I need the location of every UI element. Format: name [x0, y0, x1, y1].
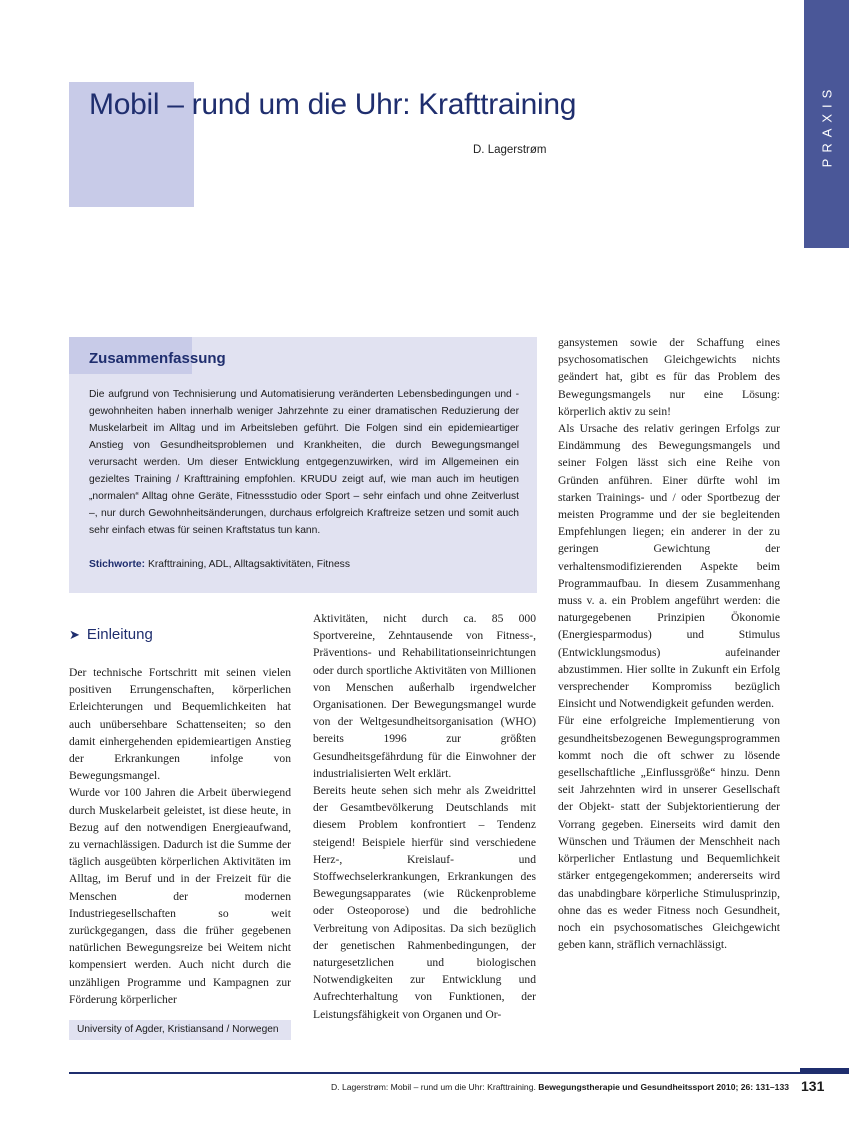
article-title: Mobil – rund um die Uhr: Krafttraining [89, 88, 577, 121]
keywords-list: Krafttraining, ADL, Alltagsaktivitäten, Fitness [147, 559, 350, 570]
paragraph: Als Ursache des relativ geringen Erfolgs zur Eindämmung des Bewegungsmangels und seiner Folgen lässt sich eine Reihe von Gründen anführen. Einer dürfte wohl im starken Trainings- und / oder Sportbezug der meisten Programme und der sie begleitenden Empfehlungen liegen; ein anderer in der zu geringen Gewichtung der verhaltensmodifizierenden Aspekte beim Programmaufbau. In diesem Zusammenhang muss v. a. ein Problem angeführt werden: die naturgegebenen Prinzipien Ökonomie (Energiesparmodus) und Stimulus (Entwicklungsmodus) aufeinander abzustimmen. Hier sollte in Zukunft ein Erfolg versprechender Kompromiss bezüglich Einsicht und Notwendigkeit gefunden werden. [558, 422, 780, 711]
paragraph: Der technische Fortschritt mit seinen vielen positiven Errungenschaften, körperlichen Erleichterungen und Bequemlichkeiten hat auch unübersehbare Schattenseiten; so den damit einhergehenden epidemieartigen Anstieg der Erkrankungen infolge von Bewegungsmangel. [69, 666, 291, 783]
footer-citation [331, 1082, 789, 1092]
arrow-icon: ➤ [69, 626, 80, 642]
paragraph: Für eine erfolgreiche Implementierung von gesundheitsbezogenen Bewegungsprogrammen kommt noch die oft schwer zu lösende gesellschaftliche „Einflussgröße“ hinzu. Denn seit Jahrzehnten wird in unserer Gesellschaft der Objekt- statt der Subjektorientierung der Vorrang gegeben. Einerseits wird damit den Wünschen und Träumen der Menschheit nach körperlicher Entlastung und Bequemlichkeit stärker entgegengekommen; andererseits wird das unabdingbare körperliche Stimulusprinzip, ohne das es weder Fitness noch Gesundheit, noch ein psychosomatisches Gleichgewicht geben kann, sträflich vernachlässigt. [558, 714, 780, 952]
intro-heading-label: Einleitung [86, 626, 153, 643]
affiliation: University of Agder, Kristiansand / Norwegen [69, 1020, 291, 1040]
footer-accent [800, 1068, 849, 1074]
citation-text: D. Lagerstrøm: Mobil – rund um die Uhr: Krafttraining. [330, 1082, 536, 1092]
section-tab [804, 0, 849, 248]
paragraph: Wurde vor 100 Jahren die Arbeit überwiegend durch Muskelarbeit geleistet, ist diese heute, in Bezug auf den notwendigen Energieaufwand, zu vernachlässigen. Dadurch ist die Summe der täglich ausgeübten körperlichen Aktivitäten im Alltag, im Beruf und in der Freizeit für die Menschen der modernen Industriegesellschaften so weit zurückgegangen, dass die früher gegebenen natürlichen Bewegungsreize bei Weitem nicht kompensiert werden. Auch nicht durch die unzähligen Programme und Kampagnen zur Förderung körperlicher [69, 786, 291, 1006]
intro-heading [69, 626, 153, 643]
keywords-label: Stichworte: [89, 559, 146, 570]
text-column-3 [558, 334, 780, 953]
text-column-1 [69, 664, 291, 1008]
text-column-2 [313, 610, 536, 1023]
summary-box [69, 337, 537, 593]
page-number: 131 [801, 1078, 825, 1094]
summary-text: Die aufgrund von Technisierung und Automatisierung veränderten Lebensbedingungen und -gewohnheiten haben innerhalb weniger Jahrzehnte zu einer dramatischen Reduzierung der Muskelarbeit im Alltag und im Arbeitsleben geführt. Die Folgen sind ein epidemieartiger Anstieg von Gesundheitsproblemen und Krankheiten, die durch Bewegungsmangel verursacht werden. Um dieser Entwicklung entgegenzuwirken, wird im Allgemeinen ein gezieltes Training / Krafttraining empfohlen. KRUDU zeigt auf, wie man auch im heutigen „normalen“ Alltag ohne Geräte, Fitnessstudio oder Sport – sehr einfach und ohne Zeitverlust –, nur durch Gewohnheitsänderungen, durchaus erfolgreich Kraftreize setzen und somit auch sehr einfach etwas für seinen Kraftstatus tun kann. [89, 389, 519, 536]
footer-rule [69, 1072, 849, 1074]
section-tab-label: PRAXIS [819, 83, 834, 167]
author: D. Lagerstrøm [473, 144, 547, 156]
summary-heading: Zusammenfassung [89, 350, 226, 367]
paragraph: Bereits heute sehen sich mehr als Zweidrittel der Gesamtbevölkerung Deutschlands mit diesem Problem konfrontiert – Tendenz steigend! Beispiele hierfür sind verschiedene Herz-, Kreislauf- und Stoffwechselerkrankungen, Erkrankungen des Bewegungsapparates (wie Rückenprobleme oder Osteoporose) und die bedrohliche Verbreitung von Adipositas. Da sich bezüglich der genetischen Rahmenbedingungen, der naturgesetzlichen und biologischen Notwendigkeiten zur Entwicklung und Aufrechterhaltung von Funktionen, der Leistungsfähigkeit von Organen und Or- [313, 784, 536, 1021]
keywords [89, 559, 350, 570]
paragraph: gansystemen sowie der Schaffung eines psychosomatischen Gleichgewichts nichts geändert hat, gibt es für das Problem des Bewegungsmangels nur eine Lösung: körperlich aktiv zu sein! [558, 336, 780, 418]
paragraph: Aktivitäten, nicht durch ca. 85 000 Sportvereine, Zehntausende von Fitness-, Präventions- und Rehabilitationseinrichtungen oder durch sportliche Aktivitäten von Millionen von Menschen außerhalb irgendwelcher Organisationen. Der Bewegungsmangel wurde von der Weltgesundheitsorganisation (WHO) bereits 1996 zur größten Gesundheitsgefährdung für die Einwohner der industrialisierten Welt erklärt. [313, 612, 536, 780]
journal-reference: Bewegungstherapie und Gesundheitssport 2010; 26: 131–133 [538, 1082, 789, 1092]
